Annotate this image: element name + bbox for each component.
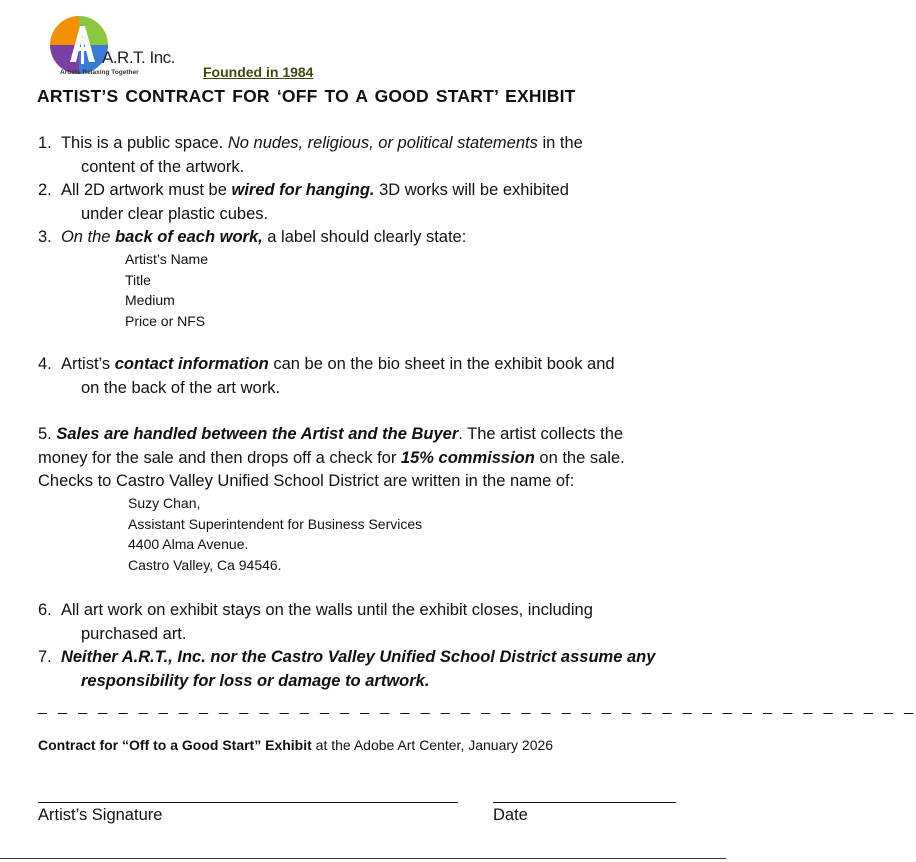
payee-address (128, 493, 422, 575)
logo-name: A.R.T. Inc. (102, 48, 175, 67)
list-item: Title (125, 271, 151, 288)
address-line: Suzy Chan, (128, 495, 201, 511)
page-title: ARTIST’S CONTRACT FOR ‘OFF TO A GOOD START’ EXHIBIT (37, 86, 576, 106)
signature-label: Artist’s Signature (38, 806, 163, 824)
contract-caption: Contract for “Off to a Good Start” Exhibit at the Adobe Art Center, January 2026 (38, 737, 554, 753)
rule-2: 2. All 2D artwork must be wired for hanging. 3D works will be exhibited under clear plastic cubes. (38, 181, 569, 223)
art-inc-logo (44, 14, 184, 84)
rule-1: 1. This is a public space. No nudes, religious, or political statements in the content of the artwork. (38, 134, 583, 176)
label-requirements (125, 249, 208, 331)
founded-year: Founded in 1984 (203, 64, 314, 80)
address-line: 4400 Alma Avenue. (128, 536, 249, 552)
list-item: Artist’s Name (125, 251, 208, 267)
rule-7: 7. Neither A.R.T., Inc. nor the Castro Valley Unified School District assume any responsibility for loss or damage to artwork. (38, 648, 656, 690)
date-line[interactable] (493, 802, 676, 803)
rule-5: 5. Sales are handled between the Artist and the Buyer. The artist collects the money for the sale and then drops off a check for 15% commission on the sale. Checks to Castro Valley Unified School District are written in the name of: (38, 425, 625, 490)
rule-4: 4. Artist’s contact information can be on the bio sheet in the exhibit book and on the back of the art work. (38, 355, 615, 397)
page-bottom-border (0, 858, 726, 859)
cut-line: _ _ _ _ _ _ _ _ _ _ _ _ _ _ _ _ _ _ _ _ _ _ _ _ _ _ _ _ _ _ _ _ _ _ _ _ _ _ _ _ _ _ _ _ (38, 698, 916, 715)
rule-3: 3. On the back of each work, a label should clearly state: (38, 228, 467, 246)
list-item: Price or NFS (125, 312, 206, 329)
logo-tagline: Artists Relaxing Together (60, 69, 139, 76)
date-label: Date (493, 806, 528, 824)
signature-line[interactable] (38, 802, 458, 803)
list-item: Medium (125, 292, 175, 308)
rule-6: 6. All art work on exhibit stays on the walls until the exhibit closes, including purchased art. (38, 601, 593, 643)
address-line: Assistant Superintendent for Business Services (128, 515, 423, 532)
address-line: Castro Valley, Ca 94546. (128, 556, 282, 573)
